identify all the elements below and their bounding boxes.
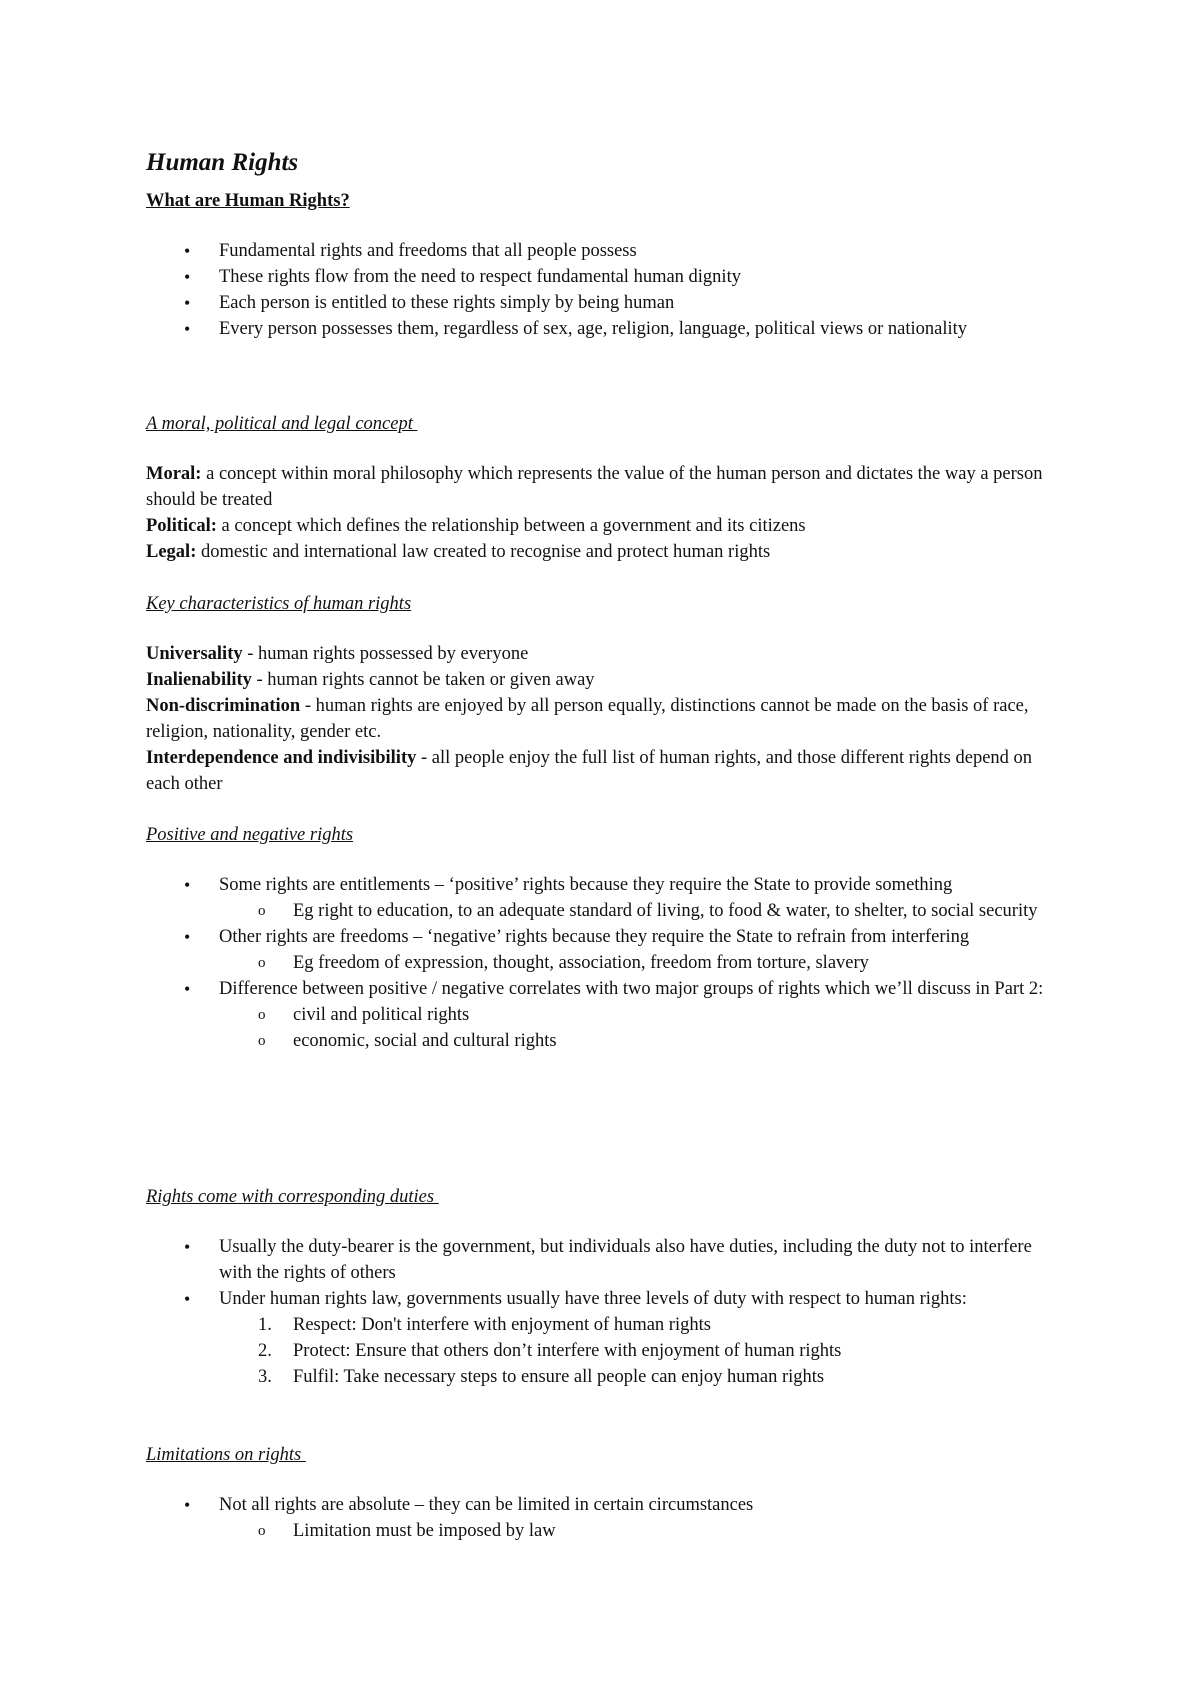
section-positive-negative-rights: [146, 822, 1066, 1054]
list-item: • Every person possesses them, regardless of sex, age, religion, language, political views or nationality: [146, 316, 999, 342]
list-item: o Eg right to education, to an adequate standard of living, to food & water, to shelter, to social security: [146, 898, 1063, 924]
characteristic-universality: Universality - human rights possessed by everyone: [146, 644, 529, 664]
list-item: o civil and political rights: [146, 1002, 1066, 1028]
bullet-list: [146, 1492, 1066, 1544]
sub-bullet-icon: o: [258, 1033, 266, 1049]
bullet-icon: •: [184, 241, 191, 261]
characteristic-inalienability: Inalienability - human rights cannot be taken or given away: [146, 670, 595, 690]
list-item: o Limitation must be imposed by law: [146, 1518, 1066, 1544]
bullet-list: [146, 1234, 1066, 1312]
section-heading: Positive and negative rights: [146, 825, 354, 845]
list-item: o Eg freedom of expression, thought, association, freedom from torture, slavery: [146, 950, 1066, 976]
section-what-are-human-rights: [146, 188, 1066, 342]
bullet-icon: •: [184, 1495, 191, 1515]
bullet-icon: •: [184, 1237, 191, 1257]
list-item: 2. Protect: Ensure that others don’t interfere with enjoyment of human rights: [258, 1341, 842, 1361]
characteristic-non-discrimination: Non-discrimination - human rights are enjoyed by all person equally, distinctions cannot be made on the basis of race, religion, nationality, gender etc.: [146, 696, 1029, 742]
bullet-list: [146, 238, 1066, 342]
list-item: • Some rights are entitlements – ‘positive’ rights because they require the State to provide something: [146, 872, 979, 898]
list-item: 1. Respect: Don't interfere with enjoyment of human rights: [258, 1315, 711, 1335]
bullet-icon: •: [184, 875, 191, 895]
sub-bullet-icon: o: [258, 1523, 266, 1539]
definition-political: Political: a concept which defines the relationship between a government and its citizens: [146, 516, 806, 536]
numbered-list: [146, 1312, 1066, 1390]
list-item: • Not all rights are absolute – they can be limited in certain circumstances: [146, 1492, 1066, 1518]
sub-bullet-icon: o: [258, 903, 266, 919]
section-heading: A moral, political and legal concept: [146, 414, 418, 434]
list-item: • Under human rights law, governments usually have three levels of duty with respect to human rights:: [146, 1286, 1069, 1312]
section-heading: Limitations on rights: [146, 1445, 306, 1465]
bullet-icon: •: [184, 319, 191, 339]
sub-bullet-icon: o: [258, 955, 266, 971]
list-item: • Difference between positive / negative correlates with two major groups of rights which we’ll discuss in Part 2:: [146, 976, 1059, 1002]
bullet-icon: •: [184, 979, 191, 999]
list-item: • These rights flow from the need to respect fundamental human dignity: [146, 264, 1066, 290]
list-item: • Each person is entitled to these rights simply by being human: [146, 290, 1066, 316]
section-key-characteristics: [146, 591, 1066, 797]
list-item: • Fundamental rights and freedoms that all people possess: [146, 238, 1066, 264]
bullet-icon: •: [184, 927, 191, 947]
section-limitations: [146, 1442, 1066, 1544]
definition-moral: Moral: a concept within moral philosophy which represents the value of the human person and dictates the way a person should be treated: [146, 464, 1043, 510]
definition-legal: Legal: domestic and international law created to recognise and protect human rights: [146, 542, 771, 562]
section-corresponding-duties: [146, 1184, 1066, 1390]
bullet-list: [146, 872, 1066, 1054]
list-item: • Other rights are freedoms – ‘negative’ rights because they require the State to refrain from interfering: [146, 924, 999, 950]
section-heading: Key characteristics of human rights: [146, 594, 412, 614]
section-moral-political-legal: [146, 411, 1066, 565]
characteristic-interdependence: Interdependence and indivisibility - all people enjoy the full list of human rights, and those different rights depend on each other: [146, 748, 1033, 794]
section-heading: What are Human Rights?: [146, 191, 350, 211]
page-title: Human Rights: [146, 149, 299, 176]
list-item: o economic, social and cultural rights: [146, 1028, 1066, 1054]
sub-bullet-icon: o: [258, 1007, 266, 1023]
section-heading: Rights come with corresponding duties: [146, 1187, 439, 1207]
list-item: • Usually the duty-bearer is the government, but individuals also have duties, including the duty not to interfere with the rights of others: [146, 1234, 1069, 1286]
list-item: 3. Fulfil: Take necessary steps to ensure all people can enjoy human rights: [258, 1367, 825, 1387]
bullet-icon: •: [184, 293, 191, 313]
bullet-icon: •: [184, 1289, 191, 1309]
bullet-icon: •: [184, 267, 191, 287]
